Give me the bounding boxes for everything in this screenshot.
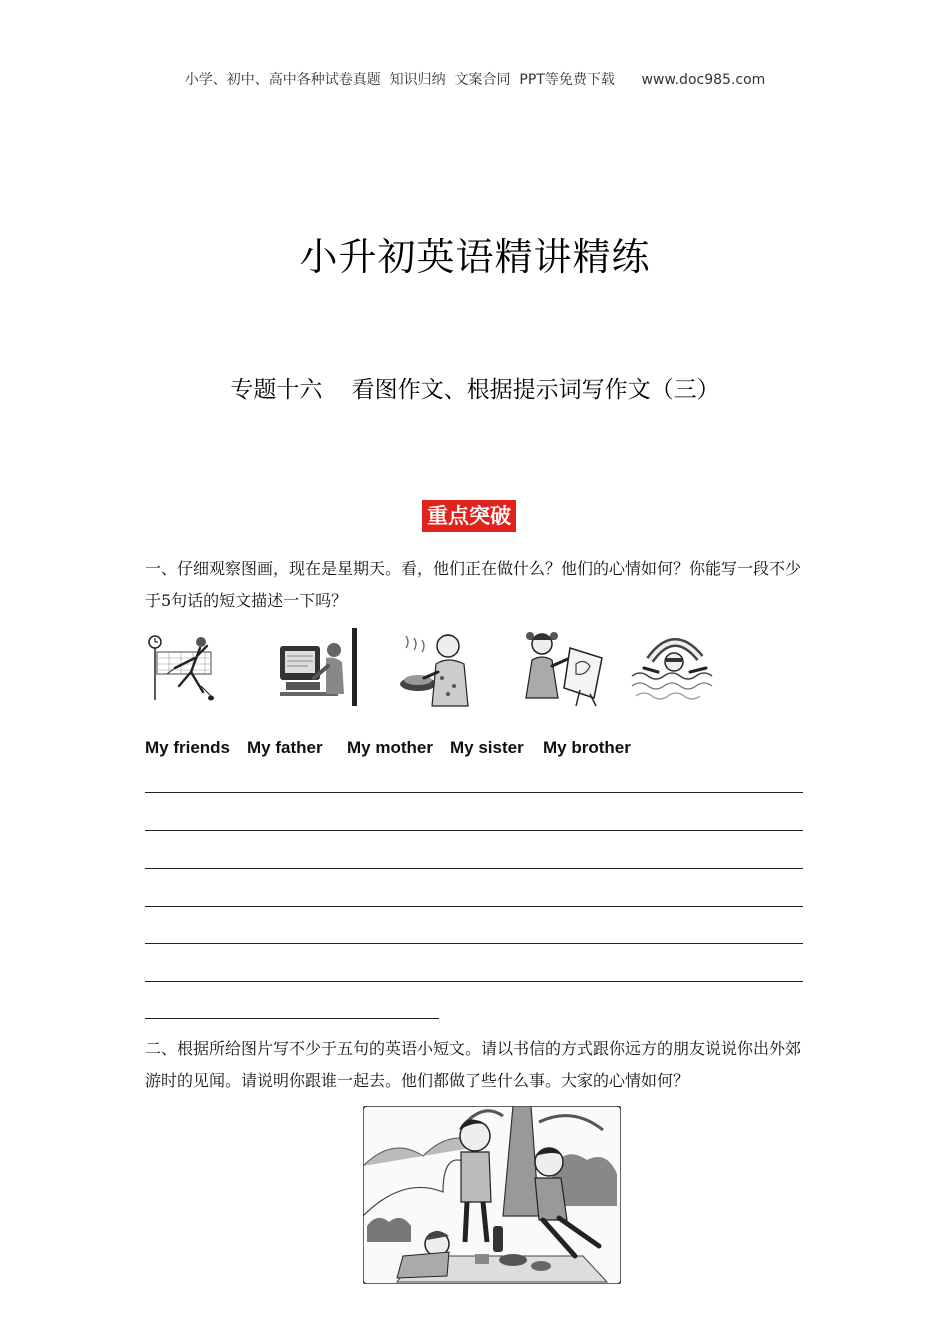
answer-line-short[interactable] <box>145 1018 439 1019</box>
boy-swimming-picture <box>628 628 720 708</box>
answer-line[interactable] <box>145 906 803 907</box>
answer-line[interactable] <box>145 792 803 793</box>
page-subtitle: 专题十六 看图作文、根据提示词写作文（三） <box>230 377 720 403</box>
answer-line[interactable] <box>145 943 803 944</box>
label-brother: My brother <box>543 738 631 757</box>
header-note: 小学、初中、高中各种试卷真题 知识归纳 文案合同 PPT等免费下载 www.doc985.com <box>184 72 766 88</box>
girl-painting-picture <box>518 628 606 708</box>
answer-line[interactable] <box>145 830 803 831</box>
question-1-prompt: 一、仔细观察图画，现在是星期天。看，他们正在做什么？他们的心情如何？你能写一段不少于5句话的短文描述一下吗？ <box>145 559 802 610</box>
label-mother: My mother <box>347 738 433 757</box>
picnic-scene-picture <box>363 1106 621 1284</box>
section-badge: 重点突破 <box>422 500 516 532</box>
man-at-computer-picture <box>278 628 360 708</box>
label-sister: My sister <box>450 738 524 757</box>
question-2-prompt: 二、根据所给图片写不少于五句的英语小短文。请以书信的方式跟你远方的朋友说说你出外郊游时的见闻。请说明你跟谁一起去。他们都做了些什么事。大家的心情如何？ <box>145 1039 802 1090</box>
woman-cooking-picture <box>398 628 476 708</box>
label-friends: My friends <box>145 738 231 757</box>
page-title: 小升初英语精讲精练 <box>299 235 651 279</box>
label-father: My father <box>247 738 323 757</box>
answer-line[interactable] <box>145 981 803 982</box>
answer-line[interactable] <box>145 868 803 869</box>
badminton-player-picture <box>145 628 220 708</box>
